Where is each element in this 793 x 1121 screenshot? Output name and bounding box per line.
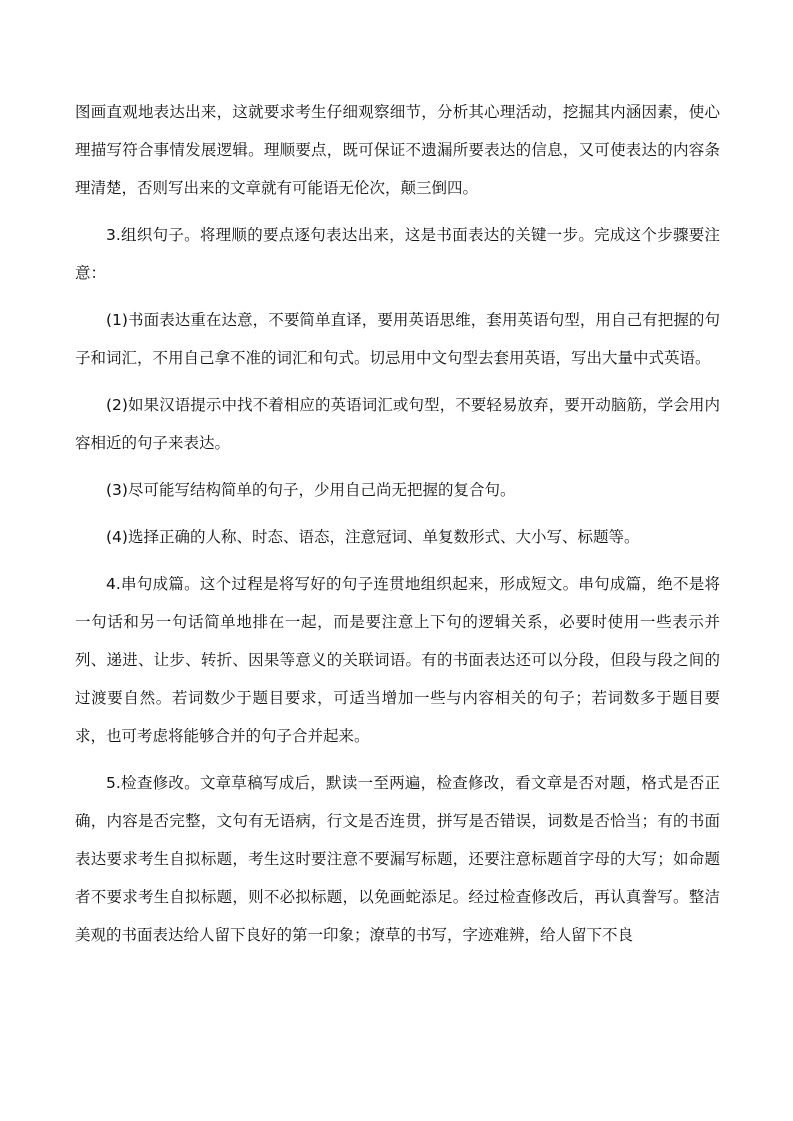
body-text xyxy=(75,93,720,963)
paragraph-point-1: (1)书面表达重在达意，不要简单直译，要用英语思维，套用英语句型，用自己有把握的句子和词汇，不用自己拿不准的词汇和句式。切忌用中文句型去套用英语，写出大量中式英语。 xyxy=(75,311,720,367)
paragraph-point-2: (2)如果汉语提示中找不着相应的英语词汇或句型，不要轻易放弃，要开动脑筋，学会用内容相近的句子来表达。 xyxy=(75,396,720,452)
paragraph-point-4: (4)选择正确的人称、时态、语态，注意冠词、单复数形式、大小写、标题等。 xyxy=(106,528,640,546)
paragraph-step-5: 5.检查修改。文章草稿写成后，默读一至两遍，检查修改，看文章是否对题，格式是否正确，内容是否完整，文句有无语病，行文是否连贯，拼写是否错误，词数是否恰当；有的书面表达要求考生自拟标题，考生这时要注意不要漏写标题，还要注意标题首字母的大写；如命题者不要求考生自拟标题，则不必拟标题，以免画蛇添足。经过检查修改后，再认真誊写。整洁美观的书面表达给人留下良好的第一印象；潦草的书写，字迹难辨，给人留下不良 xyxy=(75,774,720,944)
paragraph-continuation: 图画直观地表达出来，这就要求考生仔细观察细节，分析其心理活动，挖掘其内涵因素，使心理描写符合事情发展逻辑。理顺要点，既可保证不遗漏所要表达的信息，又可使表达的内容条理清楚，否则写出来的文章就有可能语无伦次，颠三倒四。 xyxy=(75,103,720,197)
paragraph-point-3: (3)尽可能写结构简单的句子，少用自己尚无把握的复合句。 xyxy=(106,481,516,499)
paragraph-step-4: 4.串句成篇。这个过程是将写好的句子连贯地组织起来，形成短文。串句成篇，绝不是将一句话和另一句话简单地排在一起，而是要注意上下句的逻辑关系，必要时使用一些表示并列、递进、让步、转折、因果等意义的关联词语。有的书面表达还可以分段，但段与段之间的过渡要自然。若词数少于题目要求，可适当增加一些与内容相关的句子；若词数多于题目要求，也可考虑将能够合并的句子合并起来。 xyxy=(75,575,720,745)
paragraph-step-3: 3.组织句子。将理顺的要点逐句表达出来，这是书面表达的关键一步。完成这个步骤要注意： xyxy=(75,226,720,282)
